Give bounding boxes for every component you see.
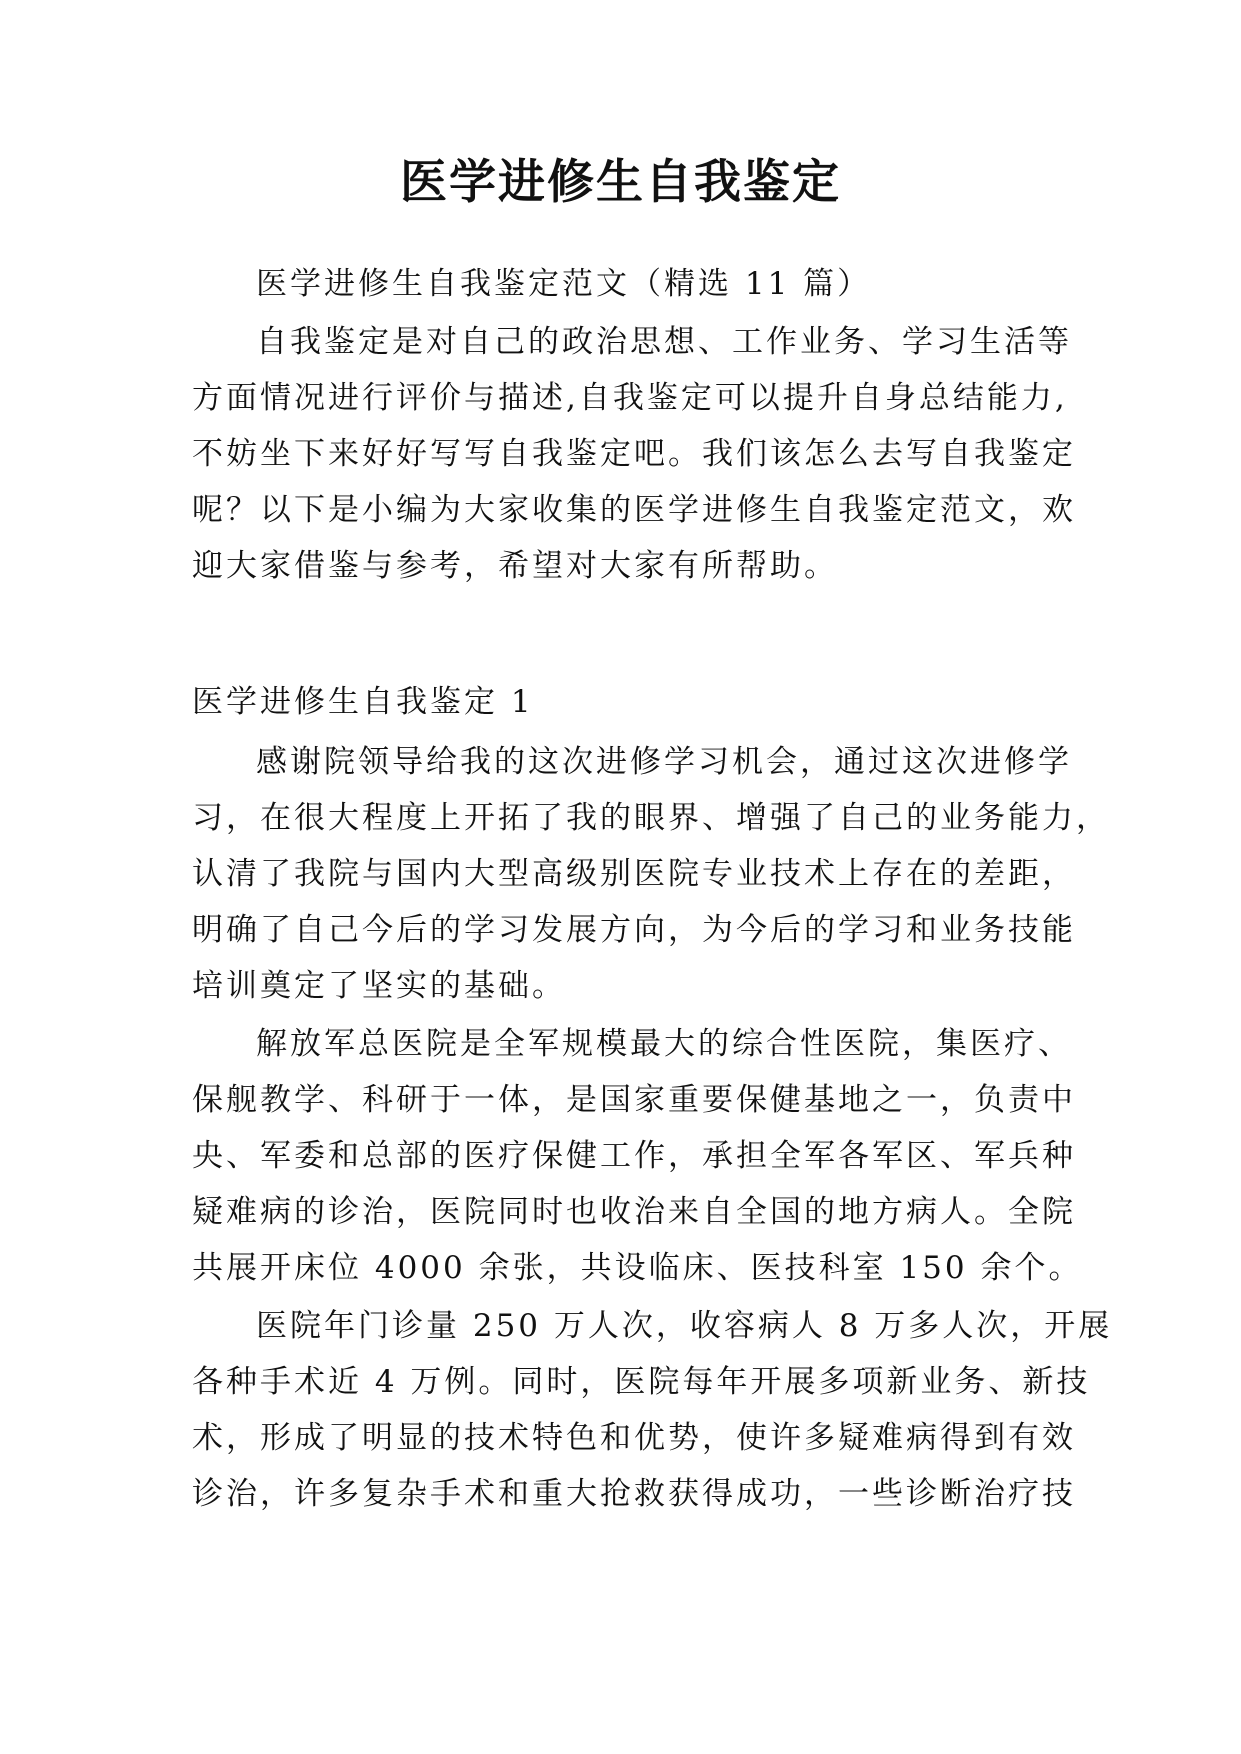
intro-heading-line: 医学进修生自我鉴定范文（精选 11 篇） <box>256 266 872 302</box>
body-paragraph-line: 共展开床位 4000 余张，共设临床、医技科室 150 余个。 <box>192 1250 1083 1286</box>
intro-paragraph-line: 迎大家借鉴与参考，希望对大家有所帮助。 <box>192 548 838 584</box>
body-paragraph-line: 解放军总医院是全军规模最大的综合性医院，集医疗、 <box>256 1026 1072 1062</box>
body-paragraph-line: 习，在很大程度上开拓了我的眼界、增强了自己的业务能力， <box>192 800 1110 836</box>
body-paragraph-line: 诊治，许多复杂手术和重大抢救获得成功，一些诊断治疗技 <box>192 1476 1076 1512</box>
intro-paragraph-line: 自我鉴定是对自己的政治思想、工作业务、学习生活等 <box>256 324 1072 360</box>
body-paragraph-line: 明确了自己今后的学习发展方向，为今后的学习和业务技能 <box>192 912 1076 948</box>
body-paragraph-line: 认清了我院与国内大型高级别医院专业技术上存在的差距， <box>192 856 1076 892</box>
body-paragraph-line: 术，形成了明显的技术特色和优势，使许多疑难病得到有效 <box>192 1420 1076 1456</box>
intro-paragraph-line: 方面情况进行评价与描述,自我鉴定可以提升自身总结能力, <box>192 380 1068 416</box>
body-paragraph-line: 医院年门诊量 250 万人次，收容病人 8 万多人次，开展 <box>256 1308 1113 1344</box>
intro-paragraph-line: 不妨坐下来好好写写自我鉴定吧。我们该怎么去写自我鉴定 <box>192 436 1076 472</box>
body-paragraph-line: 保舰教学、科研于一体，是国家重要保健基地之一，负责中 <box>192 1082 1076 1118</box>
intro-paragraph-line: 呢？以下是小编为大家收集的医学进修生自我鉴定范文，欢 <box>192 492 1076 528</box>
body-paragraph-line: 各种手术近 4 万例。同时，医院每年开展多项新业务、新技 <box>192 1364 1091 1400</box>
body-paragraph-line: 疑难病的诊治，医院同时也收治来自全国的地方病人。全院 <box>192 1194 1076 1230</box>
document-title: 医学进修生自我鉴定 <box>400 155 841 210</box>
body-paragraph-line: 培训奠定了坚实的基础。 <box>192 968 566 1004</box>
body-paragraph-line: 央、军委和总部的医疗保健工作，承担全军各军区、军兵种 <box>192 1138 1076 1174</box>
section-heading-line: 医学进修生自我鉴定 1 <box>192 684 534 720</box>
body-paragraph-line: 感谢院领导给我的这次进修学习机会，通过这次进修学 <box>256 744 1072 780</box>
